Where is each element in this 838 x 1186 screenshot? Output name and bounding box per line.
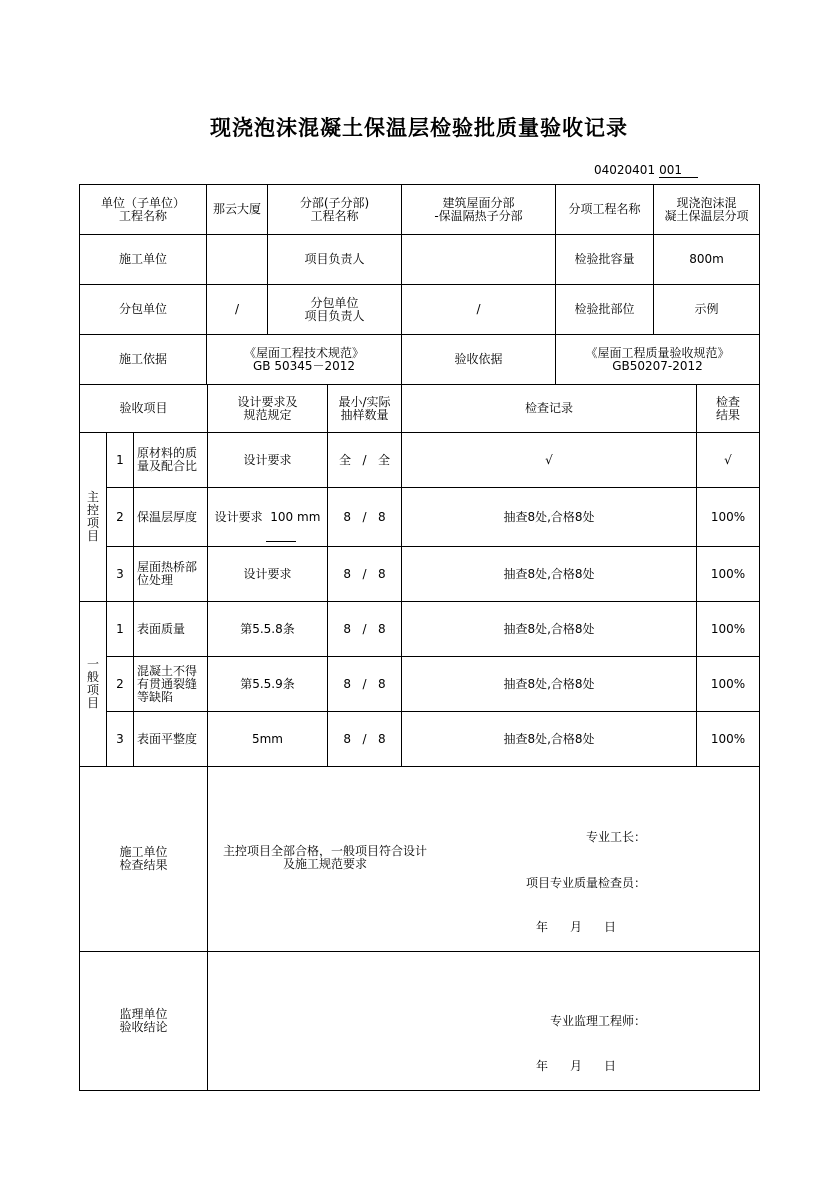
contractor-result-body [208,767,760,952]
contractor-value [207,235,268,285]
item-number: 1 [107,602,134,657]
subcontractor-label: 分包单位 [80,285,207,335]
unit-name-label: 单位（子单位） 工程名称 [80,185,207,235]
item-name: 屋面热桥部位处理 [134,547,208,602]
design-thickness-unit: mm [297,509,321,524]
check-result: 100% [697,657,760,712]
page-title: 现浇泡沫混凝土保温层检验批质量验收记录 [210,115,628,140]
batch-capacity-label: 检验批容量 [556,235,654,285]
sample-count: 8 / 8 [328,602,402,657]
supervising-engineer-signature-label: 专业监理工程师： [549,1014,646,1028]
record-code [594,163,698,178]
header-check-result: 检查 结果 [697,385,760,433]
sample-count: 8 / 8 [328,712,402,767]
record-code-number: 04020401 [594,163,656,177]
supervisor-result-label: 监理单位 验收结论 [80,952,208,1091]
item-number: 2 [107,488,134,547]
table-row [80,488,760,547]
foreman-signature-label: 专业工长： [585,830,646,844]
acceptance-basis-value: 《屋面工程质量验收规范》 GB50207-2012 [556,335,760,385]
subcontractor-pm-label: 分包单位 项目负责人 [268,285,402,335]
inspection-form-table [79,184,760,1091]
construction-basis-label: 施工依据 [80,335,207,385]
batch-part-label: 检验批部位 [556,285,654,335]
item-name: 表面质量 [134,602,208,657]
batch-capacity-value: 800m [654,235,760,285]
check-record: 抽查8处,合格8处 [402,488,697,547]
supervisor-date: 年 月 日 [536,1059,617,1073]
division-name-value: 建筑屋面分部 -保温隔热子分部 [402,185,556,235]
design-requirement: 5mm [208,712,328,767]
sample-count: 8 / 8 [328,547,402,602]
info-row-unit [80,185,760,235]
table-row [80,547,760,602]
header-sample-count: 最小/实际 抽样数量 [328,385,402,433]
subitem-name-label: 分项工程名称 [556,185,654,235]
design-requirement: 设计要求 [208,547,328,602]
item-name: 表面平整度 [134,712,208,767]
check-record: 抽查8处,合格8处 [402,657,697,712]
supervisor-result-body [208,952,760,1091]
check-result: 100% [697,602,760,657]
check-record: √ [402,433,697,488]
item-number: 3 [107,712,134,767]
division-name-label: 分部(子分部) 工程名称 [268,185,402,235]
contractor-conclusion: 主控项目全部合格，一般项目符合设计 及施工规范要求 [222,844,427,871]
item-name: 混凝土不得有贯通裂缝等缺陷 [134,657,208,712]
construction-basis-value: 《屋面工程技术规范》 GB 50345－2012 [207,335,402,385]
header-acceptance-item: 验收项目 [80,385,208,433]
check-result: 100% [697,547,760,602]
main-control-label: 主 控 项 目 [80,433,107,602]
design-thickness-value: 100 [270,509,294,524]
unit-name-value: 那云大厦 [207,185,268,235]
design-requirement: 第5.5.9条 [208,657,328,712]
design-requirement: 第5.5.8条 [208,602,328,657]
item-name: 保温层厚度 [134,488,208,547]
subcontractor-pm-value: / [402,285,556,335]
check-result: 100% [697,488,760,547]
check-record: 抽查8处,合格8处 [402,712,697,767]
info-row-subcontractor [80,285,760,335]
header-check-record: 检查记录 [402,385,697,433]
item-number: 1 [107,433,134,488]
sample-count: 8 / 8 [328,657,402,712]
contractor-result-row [80,767,760,952]
check-record: 抽查8处,合格8处 [402,602,697,657]
table-row [80,602,760,657]
contractor-result-label: 施工单位 检查结果 [80,767,208,952]
underline [266,541,296,542]
design-requirement: 设计要求 100 mm [208,488,328,547]
project-manager-value [402,235,556,285]
sample-count: 8 / 8 [328,488,402,547]
info-row-basis [80,335,760,385]
check-result: 100% [697,712,760,767]
check-result: √ [697,433,760,488]
info-row-contractor [80,235,760,285]
table-row [80,433,760,488]
items-header-row [80,385,760,433]
acceptance-basis-label: 验收依据 [402,335,556,385]
quality-inspector-signature-label: 项目专业质量检查员： [525,876,646,890]
item-number: 2 [107,657,134,712]
subcontractor-value: / [207,285,268,335]
item-name: 原材料的质量及配合比 [134,433,208,488]
check-record: 抽查8处,合格8处 [402,547,697,602]
contractor-label: 施工单位 [80,235,207,285]
header-design-requirement: 设计要求及 规范规定 [208,385,328,433]
subitem-name-value: 现浇泡沫混 凝土保温层分项 [654,185,760,235]
batch-part-value: 示例 [654,285,760,335]
project-manager-label: 项目负责人 [268,235,402,285]
supervisor-result-row [80,952,760,1091]
general-items-label: 一 般 项 目 [80,602,107,767]
design-requirement: 设计要求 [208,433,328,488]
table-row [80,712,760,767]
table-row [80,657,760,712]
item-number: 3 [107,547,134,602]
record-lot-number: 001 [659,164,698,178]
contractor-date: 年 月 日 [536,920,617,934]
sample-count: 全 / 全 [328,433,402,488]
